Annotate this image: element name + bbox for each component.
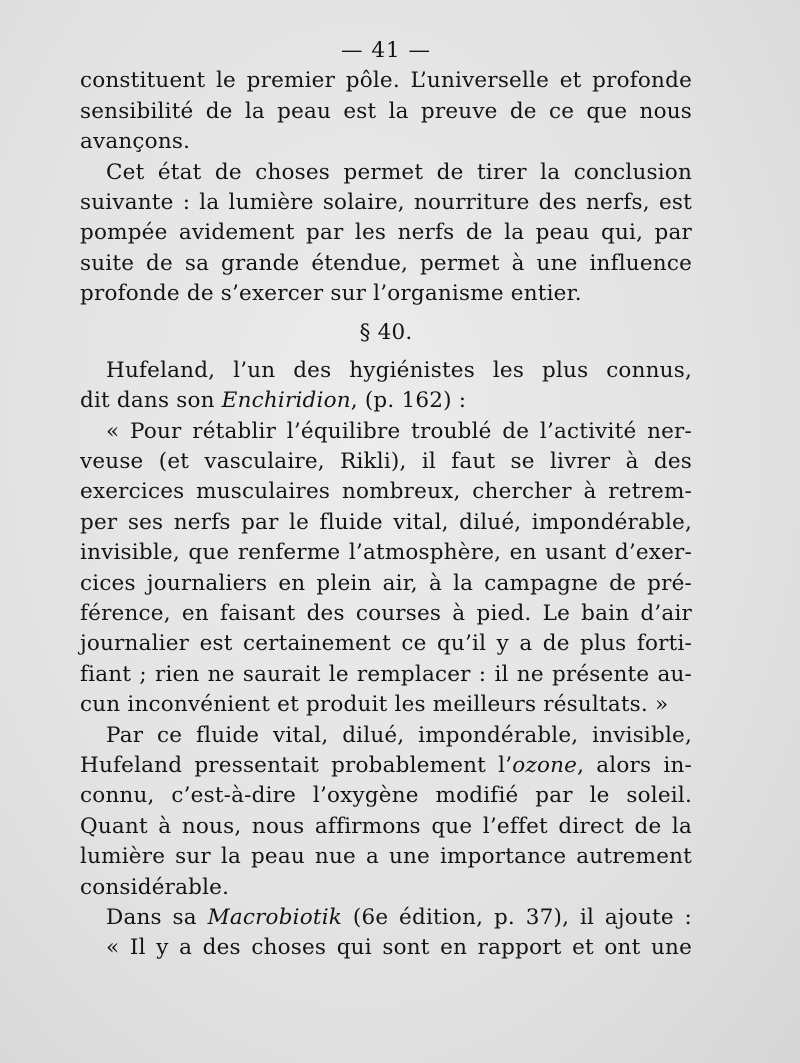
text-line: lumière sur la peau nue a une importance autrement (80, 844, 692, 870)
text-line: pompée avidement par les nerfs de la peau qui, par (80, 220, 692, 246)
paragraph-macrobiotik (80, 903, 692, 964)
book-title-macrobiotik: Macrobiotik (207, 904, 343, 930)
text-line (80, 386, 692, 416)
text-line: Par ce fluide vital, dilué, impondérable, invisible, (106, 722, 692, 748)
text-line: connu, c’est-à-dire l’oxygène modifié par le soleil. (80, 783, 692, 809)
text-line: avançons. (80, 129, 191, 155)
text-line: considérable. (80, 874, 230, 900)
quote-line: exercices musculaires nombreux, chercher à retrem- (80, 479, 692, 505)
quote-line: férence, en faisant des courses à pied. Le bain d’air (80, 601, 692, 627)
text-line: Quant à nous, nous affirmons que l’effet direct de la (80, 813, 692, 839)
text-line: constituent le premier pôle. L’universelle et profonde (80, 68, 692, 94)
quote-line: veuse (et vasculaire, Rikli), il faut se livrer à des (80, 449, 692, 475)
page-text (80, 36, 692, 964)
paragraph-conclusion (80, 158, 692, 310)
quote-line: fiant ; rien ne saurait le remplacer : il ne présente au- (80, 661, 692, 687)
page-number: — 41 — (340, 38, 432, 63)
text-line: Hufeland, l’un des hygiénistes les plus connus, (106, 357, 692, 383)
paragraph-hufeland (80, 356, 692, 417)
text-fragment: Dans sa (106, 904, 208, 930)
text-line: suite de sa grande étendue, permet à une influence (80, 250, 692, 276)
paragraph-ozone (80, 721, 692, 903)
quote-line: journalier est certainement ce qu’il y a de plus forti- (80, 631, 692, 657)
text-line (80, 903, 692, 933)
quote-line: « Il y a des choses qui sont en rapport et ont une (106, 935, 692, 961)
text-line: suivante : la lumière solaire, nourriture des nerfs, est (80, 189, 692, 215)
quotation-hufeland (80, 417, 692, 721)
text-fragment: , alors in- (577, 752, 692, 778)
text-line: sensibilité de la peau est la preuve de ce que nous (80, 98, 692, 124)
text-line: Cet état de choses permet de tirer la conclusion (106, 159, 692, 185)
paragraph-continuation (80, 66, 692, 157)
text-line: profonde de s’exercer sur l’organisme entier. (80, 281, 582, 307)
text-fragment: dit dans son (80, 388, 222, 414)
quote-line: « Pour rétablir l’équilibre troublé de l’activité ner- (106, 418, 692, 444)
text-fragment: (6e édition, p. 37), il ajoute : (342, 904, 693, 930)
quote-line: per ses nerfs par le fluide vital, dilué, impondérable, (80, 509, 692, 535)
text-fragment: , (p. 162) : (350, 388, 467, 414)
term-ozone: ozone (512, 752, 578, 778)
quote-line: cun inconvénient et produit les meilleurs résultats. » (80, 692, 669, 718)
section-marker: § 40. (359, 319, 413, 345)
quote-line: cices journaliers en plein air, à la campagne de pré- (80, 570, 692, 596)
text-line (80, 751, 692, 781)
book-title-enchiridion: Enchiridion (221, 388, 351, 414)
quote-line: invisible, que renferme l’atmosphère, en usant d’exer- (80, 540, 692, 566)
text-fragment: Hufeland pressentait probablement l’ (80, 752, 513, 778)
